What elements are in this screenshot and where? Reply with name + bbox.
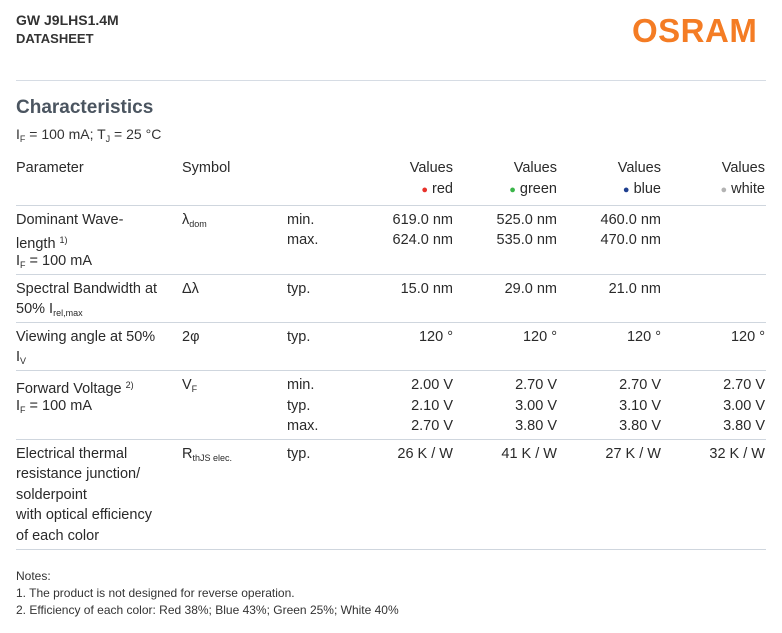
- value-red-min: 619.0 nm: [392, 212, 453, 228]
- label-min: min.: [287, 212, 315, 228]
- row-divider: [16, 205, 766, 206]
- param-thermal-line1: Electrical thermal: [16, 446, 128, 462]
- row-divider: [16, 439, 766, 440]
- value-white-max: 3.80 V: [723, 418, 765, 434]
- document-type: DATASHEET: [16, 31, 94, 46]
- label-typ: typ.: [287, 446, 311, 462]
- value-blue-typ: 27 K / W: [605, 446, 661, 462]
- header-values-white: Values: [721, 160, 765, 176]
- value-white-typ: 120 °: [730, 329, 765, 345]
- value-green-typ: 3.00 V: [515, 398, 557, 414]
- value-blue-max: 470.0 nm: [600, 232, 661, 248]
- notes-title: Notes:: [16, 569, 51, 583]
- param-wavelength-condition: $I_F = 100$ mA: [16, 253, 93, 270]
- value-green-typ: 41 K / W: [501, 446, 557, 462]
- value-white-typ: 32 K / W: [709, 446, 765, 462]
- symbol-bandwidth: Δλ: [182, 281, 199, 297]
- header-color-white: ● white: [720, 181, 765, 197]
- value-red-typ: 26 K / W: [397, 446, 453, 462]
- param-viewing-line1: Viewing angle at 50%: [16, 329, 156, 345]
- header-color-blue: ● blue: [622, 181, 661, 197]
- param-bandwidth-line2: 50% $I_{rel,max}$: [16, 301, 83, 318]
- label-typ: typ.: [287, 398, 311, 414]
- value-white-typ: 3.00 V: [723, 398, 765, 414]
- header-parameter: Parameter: [16, 160, 84, 176]
- symbol-voltage: $V_F$: [182, 377, 198, 394]
- red-dot-icon: ●: [421, 184, 428, 196]
- notes: [16, 568, 399, 619]
- row-divider: [16, 370, 766, 371]
- value-red-typ: 2.10 V: [411, 398, 453, 414]
- note-item: 2. Efficiency of each color: Red 38%; Blue 43%; Green 25%; White 40%: [16, 603, 399, 617]
- label-max: max.: [287, 232, 319, 248]
- value-red-max: 2.70 V: [411, 418, 453, 434]
- value-green-max: 3.80 V: [515, 418, 557, 434]
- value-red-typ: 15.0 nm: [400, 281, 453, 297]
- header-values-green: Values: [513, 160, 557, 176]
- row-divider: [16, 322, 766, 323]
- header-color-green: ● green: [509, 181, 557, 197]
- param-viewing-line2: $I_V$: [16, 349, 27, 366]
- param-voltage-condition: $I_F = 100$ mA: [16, 398, 93, 415]
- label-typ: typ.: [287, 281, 311, 297]
- header-color-red: ● red: [421, 181, 453, 197]
- label-max: max.: [287, 418, 319, 434]
- white-dot-icon: ●: [720, 184, 728, 196]
- value-blue-min: 460.0 nm: [600, 212, 661, 228]
- value-blue-typ: 3.10 V: [619, 398, 661, 414]
- value-red-typ: 120 °: [418, 329, 453, 345]
- param-bandwidth-line1: Spectral Bandwidth at: [16, 281, 158, 297]
- blue-dot-icon: ●: [622, 184, 630, 196]
- value-green-min: 525.0 nm: [496, 212, 557, 228]
- header-values-blue: Values: [617, 160, 661, 176]
- symbol-viewing: 2φ: [182, 329, 200, 345]
- green-dot-icon: ●: [509, 184, 516, 196]
- value-green-max: 535.0 nm: [496, 232, 557, 248]
- value-blue-typ: 21.0 nm: [608, 281, 661, 297]
- value-blue-max: 3.80 V: [619, 418, 661, 434]
- value-red-max: 624.0 nm: [392, 232, 453, 248]
- symbol-wavelength: $\lambda_{dom}$: [182, 212, 207, 229]
- value-blue-min: 2.70 V: [619, 377, 661, 393]
- header-divider: [16, 80, 766, 81]
- param-thermal-line3: solderpoint: [16, 487, 87, 503]
- param-thermal-line5: of each color: [16, 528, 100, 544]
- value-blue-typ: 120 °: [626, 329, 661, 345]
- row-divider: [16, 274, 766, 275]
- label-typ: typ.: [287, 329, 311, 345]
- test-conditions: $I_F = 100$ mA; $T_J = 25$ °C: [16, 126, 162, 144]
- osram-logo: OSRAM: [632, 12, 758, 49]
- note-item: 1. The product is not designed for reverse operation.: [16, 586, 295, 600]
- param-wavelength-line2: length $^{1)}$: [16, 235, 68, 252]
- row-divider: [16, 549, 766, 550]
- param-voltage-line1: Forward Voltage $^{2)}$: [16, 380, 134, 397]
- param-thermal-line2: resistance junction/: [16, 466, 141, 482]
- header-symbol: Symbol: [182, 160, 231, 176]
- param-wavelength-line1: Dominant Wave-: [16, 212, 124, 228]
- param-thermal-line4: with optical efficiency: [16, 507, 152, 523]
- label-min: min.: [287, 377, 315, 393]
- product-name: GW J9LHS1.4M: [16, 12, 119, 28]
- symbol-thermal: $R_{thJS elec.}$: [182, 446, 233, 463]
- value-white-min: 2.70 V: [723, 377, 765, 393]
- value-green-typ: 120 °: [522, 329, 557, 345]
- header-values-red: Values: [409, 160, 453, 176]
- value-green-min: 2.70 V: [515, 377, 557, 393]
- section-title: Characteristics: [16, 97, 154, 118]
- value-red-min: 2.00 V: [411, 377, 453, 393]
- value-green-typ: 29.0 nm: [504, 281, 557, 297]
